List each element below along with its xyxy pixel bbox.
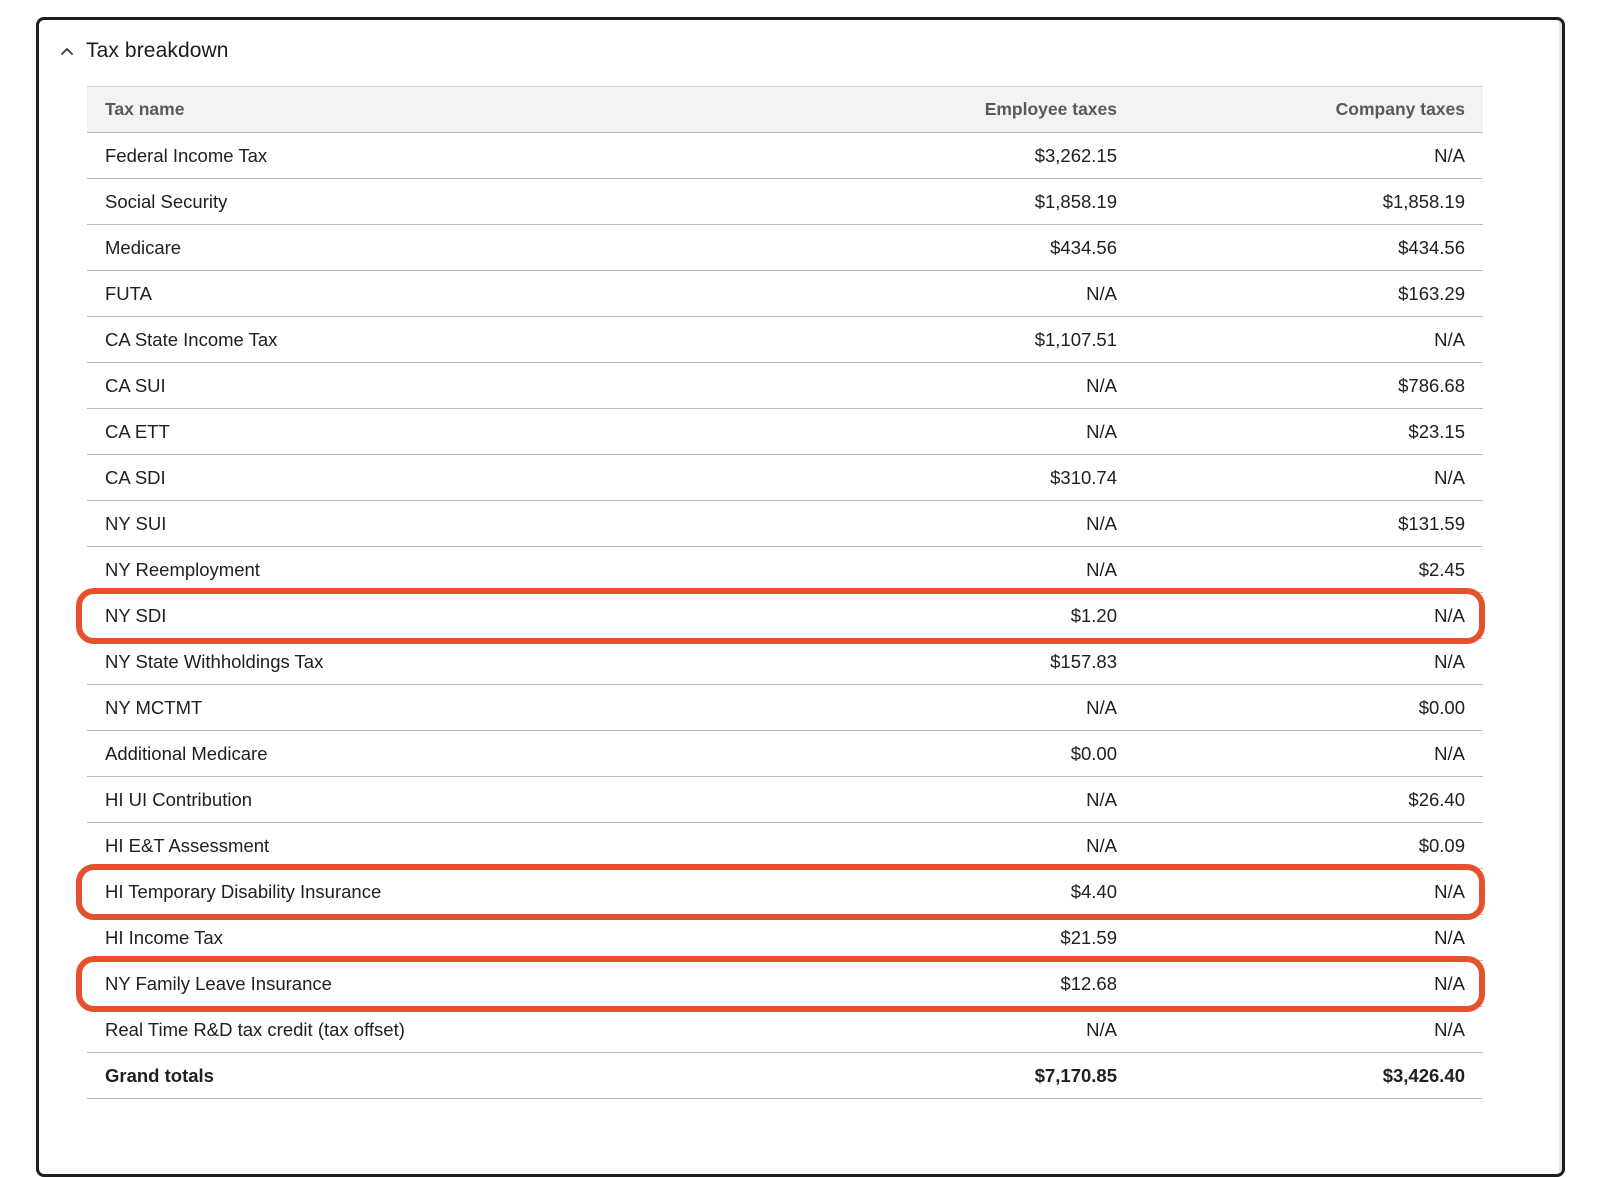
employee-tax-cell: $12.68 — [790, 961, 1135, 1007]
company-tax-cell: $163.29 — [1135, 271, 1483, 317]
table-row — [87, 501, 1483, 547]
grand-totals-row — [87, 1053, 1483, 1099]
table-row — [87, 1007, 1483, 1053]
tax-name-cell: NY Reemployment — [87, 547, 790, 593]
column-header-company-taxes: Company taxes — [1135, 87, 1483, 133]
table-row — [87, 777, 1483, 823]
table-row — [87, 363, 1483, 409]
company-tax-cell: N/A — [1135, 869, 1483, 915]
company-tax-cell: $26.40 — [1135, 777, 1483, 823]
employee-tax-cell: N/A — [790, 1007, 1135, 1053]
tax-name-cell: Federal Income Tax — [87, 133, 790, 179]
company-tax-cell: N/A — [1135, 961, 1483, 1007]
table-row — [87, 179, 1483, 225]
employee-tax-cell: $4.40 — [790, 869, 1135, 915]
tax-name-cell: NY State Withholdings Tax — [87, 639, 790, 685]
table-row — [87, 133, 1483, 179]
tax-breakdown-panel — [36, 17, 1565, 1177]
company-tax-cell: $2.45 — [1135, 547, 1483, 593]
tax-name-cell: CA SDI — [87, 455, 790, 501]
chevron-up-icon[interactable] — [57, 41, 77, 61]
section-toggle[interactable] — [57, 35, 229, 67]
employee-tax-cell: N/A — [790, 823, 1135, 869]
tax-name-cell: Real Time R&D tax credit (tax offset) — [87, 1007, 790, 1053]
company-tax-cell: $434.56 — [1135, 225, 1483, 271]
column-header-tax-name: Tax name — [87, 87, 790, 133]
company-tax-cell: N/A — [1135, 1007, 1483, 1053]
tax-name-cell: NY Family Leave Insurance — [87, 961, 790, 1007]
company-tax-cell: N/A — [1135, 317, 1483, 363]
tax-table — [87, 86, 1483, 1099]
table-row — [87, 685, 1483, 731]
company-tax-cell: N/A — [1135, 915, 1483, 961]
tax-name-cell: FUTA — [87, 271, 790, 317]
company-tax-cell: N/A — [1135, 593, 1483, 639]
table-row — [87, 823, 1483, 869]
tax-table-container — [87, 86, 1483, 1099]
table-row — [87, 731, 1483, 777]
column-header-employee-taxes: Employee taxes — [790, 87, 1135, 133]
employee-tax-cell: N/A — [790, 685, 1135, 731]
employee-tax-cell: $434.56 — [790, 225, 1135, 271]
table-row — [87, 961, 1483, 1007]
table-row — [87, 639, 1483, 685]
tax-name-cell: CA SUI — [87, 363, 790, 409]
employee-tax-cell: N/A — [790, 271, 1135, 317]
tax-name-cell: Social Security — [87, 179, 790, 225]
employee-tax-cell: N/A — [790, 777, 1135, 823]
tax-name-cell: Additional Medicare — [87, 731, 790, 777]
table-row — [87, 869, 1483, 915]
employee-total-cell: $7,170.85 — [790, 1053, 1135, 1099]
table-row — [87, 317, 1483, 363]
table-row — [87, 593, 1483, 639]
tax-name-cell: HI Income Tax — [87, 915, 790, 961]
employee-tax-cell: $1,858.19 — [790, 179, 1135, 225]
company-tax-cell: $131.59 — [1135, 501, 1483, 547]
tax-name-cell: NY MCTMT — [87, 685, 790, 731]
section-title: Tax breakdown — [86, 39, 229, 62]
employee-tax-cell: $310.74 — [790, 455, 1135, 501]
company-tax-cell: $0.00 — [1135, 685, 1483, 731]
table-row — [87, 547, 1483, 593]
table-row — [87, 915, 1483, 961]
grand-totals-label: Grand totals — [87, 1053, 790, 1099]
tax-name-cell: HI E&T Assessment — [87, 823, 790, 869]
employee-tax-cell: N/A — [790, 409, 1135, 455]
table-row — [87, 225, 1483, 271]
table-row — [87, 455, 1483, 501]
table-row — [87, 409, 1483, 455]
table-row — [87, 271, 1483, 317]
employee-tax-cell: $21.59 — [790, 915, 1135, 961]
company-tax-cell: $786.68 — [1135, 363, 1483, 409]
tax-name-cell: Medicare — [87, 225, 790, 271]
employee-tax-cell: $157.83 — [790, 639, 1135, 685]
employee-tax-cell: $3,262.15 — [790, 133, 1135, 179]
table-body — [87, 133, 1483, 1099]
table-header-row — [87, 87, 1483, 133]
tax-name-cell: HI Temporary Disability Insurance — [87, 869, 790, 915]
employee-tax-cell: $1.20 — [790, 593, 1135, 639]
company-tax-cell: $1,858.19 — [1135, 179, 1483, 225]
employee-tax-cell: N/A — [790, 501, 1135, 547]
tax-name-cell: NY SUI — [87, 501, 790, 547]
tax-name-cell: CA State Income Tax — [87, 317, 790, 363]
company-tax-cell: N/A — [1135, 639, 1483, 685]
employee-tax-cell: N/A — [790, 363, 1135, 409]
employee-tax-cell: N/A — [790, 547, 1135, 593]
company-tax-cell: $23.15 — [1135, 409, 1483, 455]
company-tax-cell: N/A — [1135, 133, 1483, 179]
company-tax-cell: N/A — [1135, 455, 1483, 501]
company-tax-cell: N/A — [1135, 731, 1483, 777]
tax-name-cell: HI UI Contribution — [87, 777, 790, 823]
company-total-cell: $3,426.40 — [1135, 1053, 1483, 1099]
tax-name-cell: NY SDI — [87, 593, 790, 639]
employee-tax-cell: $1,107.51 — [790, 317, 1135, 363]
tax-name-cell: CA ETT — [87, 409, 790, 455]
employee-tax-cell: $0.00 — [790, 731, 1135, 777]
company-tax-cell: $0.09 — [1135, 823, 1483, 869]
